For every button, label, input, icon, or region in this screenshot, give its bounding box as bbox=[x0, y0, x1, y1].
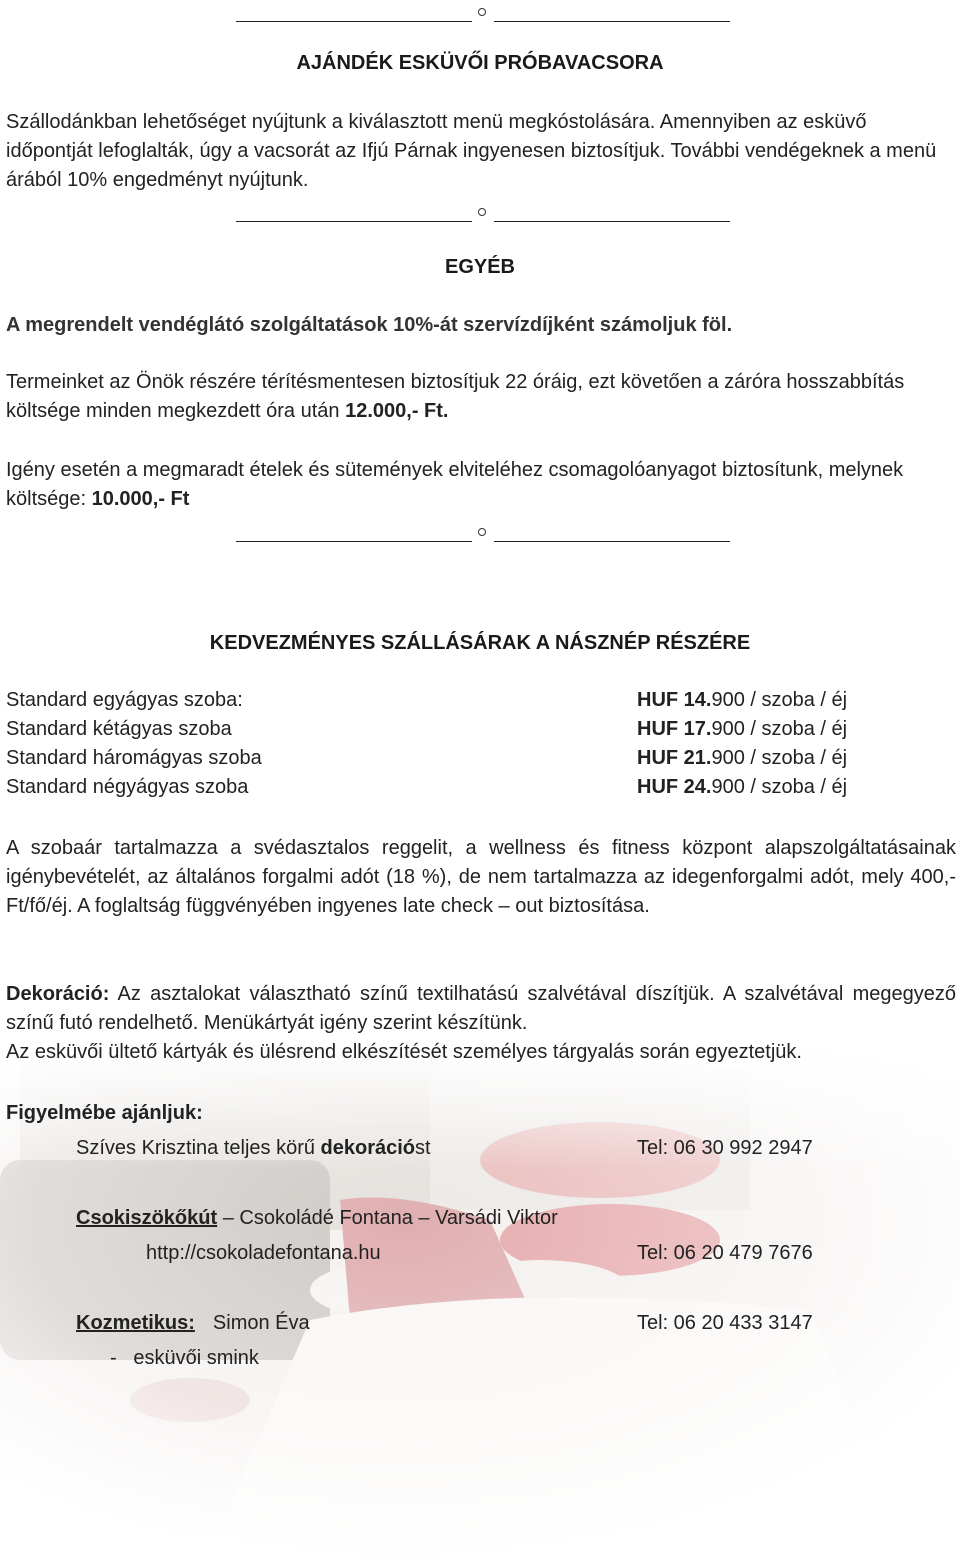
circle-icon bbox=[478, 8, 486, 16]
contact-phone: Tel: 06 20 433 3147 bbox=[637, 1312, 813, 1334]
room-price: HUF 17.900 / szoba / éj bbox=[637, 718, 848, 740]
rooms-rental-price: 12.000,- Ft. bbox=[345, 400, 449, 422]
ornament-divider bbox=[236, 522, 730, 542]
room-price: HUF 14.900 / szoba / éj bbox=[637, 689, 848, 711]
contact-website-link[interactable]: http://csokoladefontana.hu bbox=[146, 1242, 381, 1264]
circle-icon bbox=[478, 528, 486, 536]
ornament-divider bbox=[236, 202, 730, 222]
room-name: Standard kétágyas szoba bbox=[6, 718, 232, 740]
room-name: Standard háromágyas szoba bbox=[6, 747, 262, 769]
rooms-rental-text: Termeinket az Önök részére térítésmentesen biztosítjuk 22 óráig, ezt követően a záróra hosszabbítás költsége minden megkezdett óra után 12.000,- Ft. bbox=[6, 371, 905, 422]
decoration-label: Dekoráció: bbox=[6, 983, 110, 1005]
cosmetics-service-item: - esküvői smink bbox=[110, 1347, 259, 1369]
contact-decoration: Szíves Krisztina teljes körű dekorációst bbox=[76, 1137, 431, 1159]
contact-chocolate-fountain: Csokiszökőkút – Csokoládé Fontana – Varsádi Viktor bbox=[76, 1207, 558, 1229]
service-fee-text: A megrendelt vendéglátó szolgáltatások 10%-át szervízdíjként számoljuk föl. bbox=[6, 314, 733, 336]
decoration-text-2: Az esküvői ültető kártyák és ülésrend elkészítését személyes tárgyalás során egyeztetjük. bbox=[6, 1041, 802, 1063]
contact-cosmetics: Kozmetikus: Simon Éva bbox=[76, 1312, 310, 1334]
circle-icon bbox=[478, 208, 486, 216]
contact-phone: Tel: 06 20 479 7676 bbox=[637, 1242, 813, 1264]
other-title: EGYÉB bbox=[444, 256, 516, 278]
decoration-text: Dekoráció: Az asztalokat választható színű textilhatású szalvétával díszítjük. A szalvétával megegyező színű futó rendelhető. Menükártyát igény szerint készítünk. bbox=[6, 983, 956, 1034]
ornament-divider bbox=[236, 2, 730, 22]
packaging-text: Igény esetén a megmaradt ételek és sütemények elviteléhez csomagolóanyagot biztosítunk, melynek költsége: 10.000,- Ft bbox=[6, 459, 904, 510]
dinner-title: AJÁNDÉK ESKÜVŐI PRÓBAVACSORA bbox=[296, 52, 664, 74]
packaging-price: 10.000,- Ft bbox=[91, 488, 190, 510]
room-name: Standard négyágyas szoba bbox=[6, 776, 249, 798]
contact-phone: Tel: 06 30 992 2947 bbox=[637, 1137, 813, 1159]
recommend-title: Figyelmébe ajánljuk: bbox=[6, 1102, 203, 1124]
room-price-note: A szobaár tartalmazza a svédasztalos reggelit, a wellness és fitness központ alapszolgáltatásainak igénybevételét, az általános forgalmi adót (18 %), de nem tartalmazza az idegenforgalmi adót, mely 400,-Ft/fő/éj. A foglaltság függvényében ingyenes late check – out biztosítása. bbox=[6, 837, 956, 917]
room-name: Standard egyágyas szoba: bbox=[6, 689, 243, 711]
dinner-text: Szállodánkban lehetőséget nyújtunk a kiválasztott menü megkóstolására. Amennyiben az esküvő időpontját lefoglalták, úgy a vacsorát az Ifjú Párnak ingyenesen biztosítjuk. További vendégeknek a menü árából 10% engedményt nyújtunk. bbox=[6, 111, 937, 191]
accommodation-title: KEDVEZMÉNYES SZÁLLÁSÁRAK A NÁSZNÉP RÉSZÉRE bbox=[209, 632, 751, 654]
room-price: HUF 21.900 / szoba / éj bbox=[637, 747, 848, 769]
room-price: HUF 24.900 / szoba / éj bbox=[637, 776, 848, 798]
